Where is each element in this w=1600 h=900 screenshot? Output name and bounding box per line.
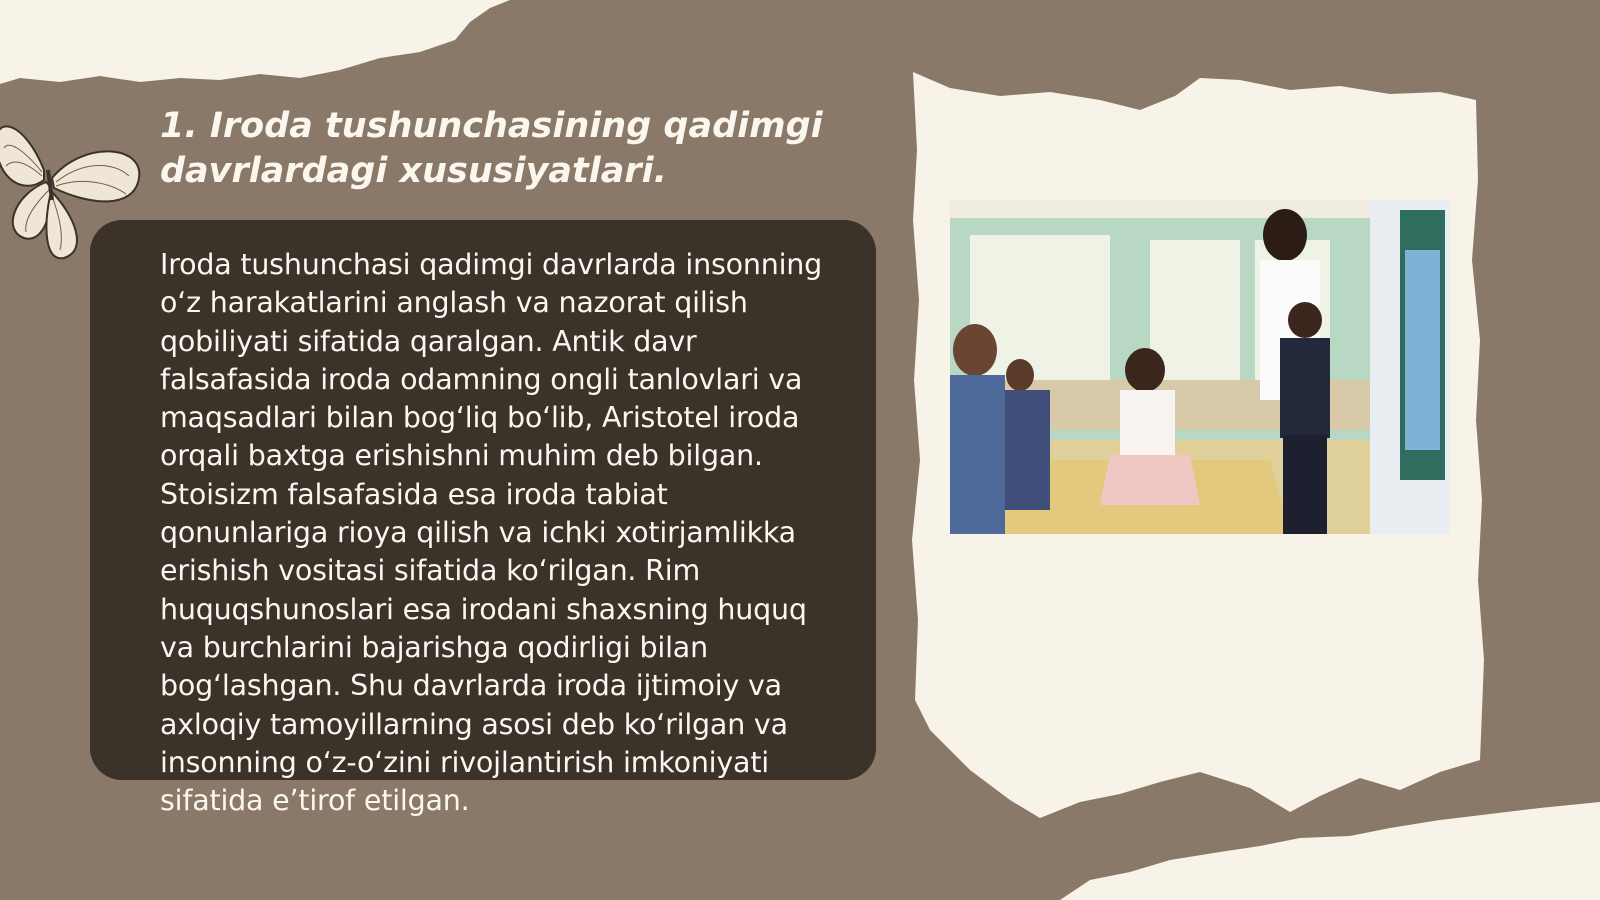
classroom-photo: [950, 200, 1450, 534]
slide-title: 1. Iroda tushunchasining qadimgi davrlardagi xususiyatlari.: [160, 106, 823, 191]
body-text: Iroda tushunchasi qadimgi davrlarda insonning oʻz harakatlarini anglash va nazorat qilish qobiliyati sifatida qaralgan. Antik davr falsafasida iroda odamning ongli tanlovlari va maqsadlari bilan bogʻliq boʻlib, Aristotel iroda orqali baxtga erishishni muhim deb bilgan. Stoisizm falsafasida esa iroda tabiat qonunlariga rioya qilish va ichki xotirjamlikka erishish vositasi sifatida koʻrilgan. Rim huquqshunoslari esa irodani shaxsning huquq va burchlarini bajarishga qodirligi bilan bogʻlashgan. Shu davrlarda iroda ijtimoiy va axloqiy tamoyillarning asosi deb koʻrilgan va insonning oʻz-oʻzini rivojlantirish imkoniyati sifatida eʼtirof etilgan.: [160, 248, 823, 818]
